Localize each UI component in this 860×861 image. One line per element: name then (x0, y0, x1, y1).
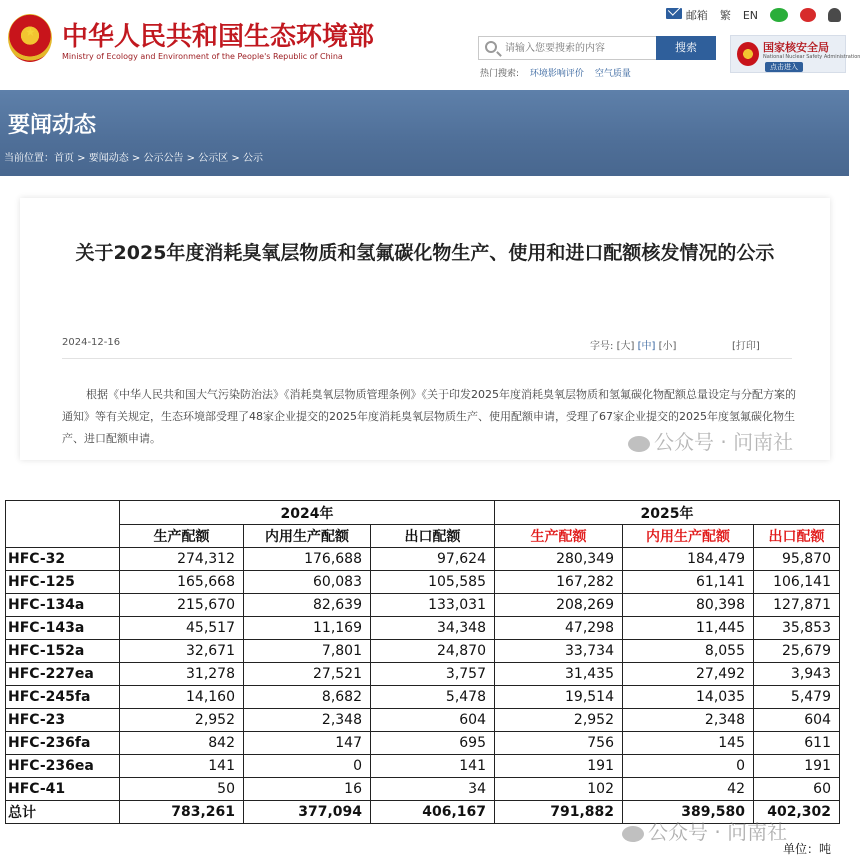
quota-value: 2,952 (120, 709, 244, 732)
quota-value: 8,055 (623, 640, 754, 663)
quota-value: 33,734 (495, 640, 623, 663)
table-row (6, 732, 840, 755)
quota-value: 5,479 (754, 686, 840, 709)
quota-value: 165,668 (120, 571, 244, 594)
quota-value: 604 (371, 709, 495, 732)
quota-value: 274,312 (120, 548, 244, 571)
unit-label: 单位：吨 (782, 842, 831, 856)
quota-value: 208,269 (495, 594, 623, 617)
quota-value: 14,035 (623, 686, 754, 709)
quota-value: 2,952 (495, 709, 623, 732)
quota-value: 35,853 (754, 617, 840, 640)
font-size-label: 字号: (590, 341, 614, 352)
english-link[interactable]: EN (742, 8, 758, 22)
quota-value: 50 (120, 778, 244, 801)
traditional-chinese-link[interactable]: 繁 (719, 9, 731, 22)
column-header: 生产配额 (495, 525, 623, 548)
table-row (6, 571, 840, 594)
quota-value: 105,585 (371, 571, 495, 594)
table-row (6, 755, 840, 778)
mail-icon (666, 8, 682, 19)
quota-value: 406,167 (371, 801, 495, 824)
quota-value: 377,094 (244, 801, 371, 824)
quota-value: 3,757 (371, 663, 495, 686)
quota-value: 7,801 (244, 640, 371, 663)
nsa-enter-button[interactable]: 点击进入 (765, 62, 803, 72)
quota-value: 34 (371, 778, 495, 801)
quota-value: 145 (623, 732, 754, 755)
divider (62, 358, 792, 359)
year-header: 2024年 (120, 501, 495, 525)
print-button[interactable]: [打印] (732, 341, 760, 352)
quota-value: 0 (244, 755, 371, 778)
hot-search-label: 热门搜索: (480, 69, 520, 79)
quota-value: 60,083 (244, 571, 371, 594)
table-body (6, 548, 840, 824)
quota-value: 61,141 (623, 571, 754, 594)
quota-value: 5,478 (371, 686, 495, 709)
wechat-icon[interactable] (770, 8, 788, 22)
font-small-button[interactable]: [小] (658, 341, 677, 352)
quota-value: 8,682 (244, 686, 371, 709)
quota-value: 215,670 (120, 594, 244, 617)
quota-value: 280,349 (495, 548, 623, 571)
site-header (0, 0, 860, 90)
refrigerant-name: HFC-236ea (6, 755, 120, 778)
site-subtitle: Ministry of Ecology and Environment of the People's Republic of China (62, 52, 343, 61)
quota-table (5, 500, 840, 824)
article-meta (62, 337, 792, 357)
top-links (666, 7, 841, 23)
quota-value: 95,870 (754, 548, 840, 571)
quota-value: 80,398 (623, 594, 754, 617)
mail-link[interactable]: 邮箱 (666, 7, 708, 23)
search-icon (485, 41, 497, 53)
quota-value: 756 (495, 732, 623, 755)
quota-value: 842 (120, 732, 244, 755)
refrigerant-name: HFC-32 (6, 548, 120, 571)
refrigerant-name: 总计 (6, 801, 120, 824)
watermark: 公众号 · 问南社 (622, 816, 787, 845)
font-large-button[interactable]: [大] (616, 341, 635, 352)
nsa-portal-link[interactable] (730, 35, 860, 73)
quota-value: 176,688 (244, 548, 371, 571)
corner-cell (6, 501, 120, 548)
hot-search (480, 66, 639, 79)
quota-value: 141 (371, 755, 495, 778)
quota-value: 14,160 (120, 686, 244, 709)
section-title: 要闻动态 (8, 113, 97, 138)
wechat-watermark-icon (622, 826, 644, 842)
hot-search-term[interactable]: 空气质量 (594, 69, 631, 79)
font-size-controls (590, 337, 676, 352)
quota-table-wrap (5, 500, 844, 824)
quota-value: 32,671 (120, 640, 244, 663)
table-row (6, 686, 840, 709)
quota-value: 27,492 (623, 663, 754, 686)
quota-value: 3,943 (754, 663, 840, 686)
quota-value: 611 (754, 732, 840, 755)
watermark: 公众号 · 问南社 (628, 426, 793, 455)
wechat-watermark-icon (628, 436, 650, 452)
column-header: 生产配额 (120, 525, 244, 548)
quota-value: 31,278 (120, 663, 244, 686)
quota-value: 389,580 (623, 801, 754, 824)
refrigerant-name: HFC-143a (6, 617, 120, 640)
quota-value: 47,298 (495, 617, 623, 640)
accessibility-icon[interactable] (828, 8, 841, 22)
refrigerant-name: HFC-23 (6, 709, 120, 732)
quota-value: 106,141 (754, 571, 840, 594)
column-header: 出口配额 (371, 525, 495, 548)
refrigerant-name: HFC-236fa (6, 732, 120, 755)
quota-value: 147 (244, 732, 371, 755)
table-row (6, 663, 840, 686)
quota-value: 11,445 (623, 617, 754, 640)
search-button[interactable]: 搜索 (656, 36, 716, 60)
quota-value: 133,031 (371, 594, 495, 617)
font-medium-button[interactable]: [中] (637, 341, 656, 352)
nsa-emblem-icon (737, 42, 759, 66)
quota-value: 82,639 (244, 594, 371, 617)
quota-value: 60 (754, 778, 840, 801)
table-row (6, 548, 840, 571)
hot-search-term[interactable]: 环境影响评价 (529, 69, 584, 79)
column-header: 内用生产配额 (623, 525, 754, 548)
table-row (6, 617, 840, 640)
quota-value: 25,679 (754, 640, 840, 663)
quota-value: 783,261 (120, 801, 244, 824)
refrigerant-name: HFC-227ea (6, 663, 120, 686)
quota-value: 191 (754, 755, 840, 778)
quota-value: 604 (754, 709, 840, 732)
breadcrumb[interactable]: 当前位置：首页 > 要闻动态 > 公示公告 > 公示区 > 公示 (4, 153, 263, 164)
nsa-title: 国家核安全局 (763, 41, 829, 54)
search-input[interactable] (505, 39, 655, 57)
quota-value: 24,870 (371, 640, 495, 663)
quota-value: 167,282 (495, 571, 623, 594)
article-card (20, 198, 830, 460)
quota-value: 695 (371, 732, 495, 755)
table-row (6, 709, 840, 732)
quota-value: 11,169 (244, 617, 371, 640)
quota-value: 34,348 (371, 617, 495, 640)
article-body: 根据《中华人民共和国大气污染防治法》《消耗臭氧层物质管理条例》《关于印发2025年度消耗臭氧层物质和氢氟碳化物配额总量设定与分配方案的通知》等有关规定，生态环境部受理了48家企业提交的2025年度消耗臭氧层物质生产、使用配额申请，受理了67家企业提交的2025年度氢氟碳化物生产、进口配额申请。 (62, 388, 796, 445)
quota-value: 27,521 (244, 663, 371, 686)
site-title[interactable]: 中华人民共和国生态环境部 (62, 22, 375, 52)
section-banner (0, 90, 849, 176)
quota-value: 402,302 (754, 801, 840, 824)
table-row (6, 640, 840, 663)
quota-value: 16 (244, 778, 371, 801)
quota-value: 19,514 (495, 686, 623, 709)
weibo-icon[interactable] (800, 8, 816, 22)
refrigerant-name: HFC-152a (6, 640, 120, 663)
table-row (6, 594, 840, 617)
table-row (6, 778, 840, 801)
column-header: 内用生产配额 (244, 525, 371, 548)
quota-value: 141 (120, 755, 244, 778)
year-header: 2025年 (495, 501, 840, 525)
quota-value: 2,348 (623, 709, 754, 732)
quota-value: 0 (623, 755, 754, 778)
quota-value: 127,871 (754, 594, 840, 617)
quota-value: 45,517 (120, 617, 244, 640)
quota-value: 791,882 (495, 801, 623, 824)
quota-value: 102 (495, 778, 623, 801)
column-header: 出口配额 (754, 525, 840, 548)
article-title: 关于2025年度消耗臭氧层物质和氢氟碳化物生产、使用和进口配额核发情况的公示 (75, 242, 775, 264)
nsa-subtitle: National Nuclear Safety Administration (763, 54, 860, 60)
refrigerant-name: HFC-245fa (6, 686, 120, 709)
refrigerant-name: HFC-134a (6, 594, 120, 617)
quota-value: 191 (495, 755, 623, 778)
refrigerant-name: HFC-125 (6, 571, 120, 594)
quota-value: 184,479 (623, 548, 754, 571)
search-box (478, 36, 658, 60)
quota-value: 2,348 (244, 709, 371, 732)
refrigerant-name: HFC-41 (6, 778, 120, 801)
quota-value: 97,624 (371, 548, 495, 571)
quota-value: 31,435 (495, 663, 623, 686)
quota-value: 42 (623, 778, 754, 801)
article-date: 2024-12-16 (62, 337, 121, 348)
national-emblem-icon[interactable]: ★ (8, 14, 52, 62)
